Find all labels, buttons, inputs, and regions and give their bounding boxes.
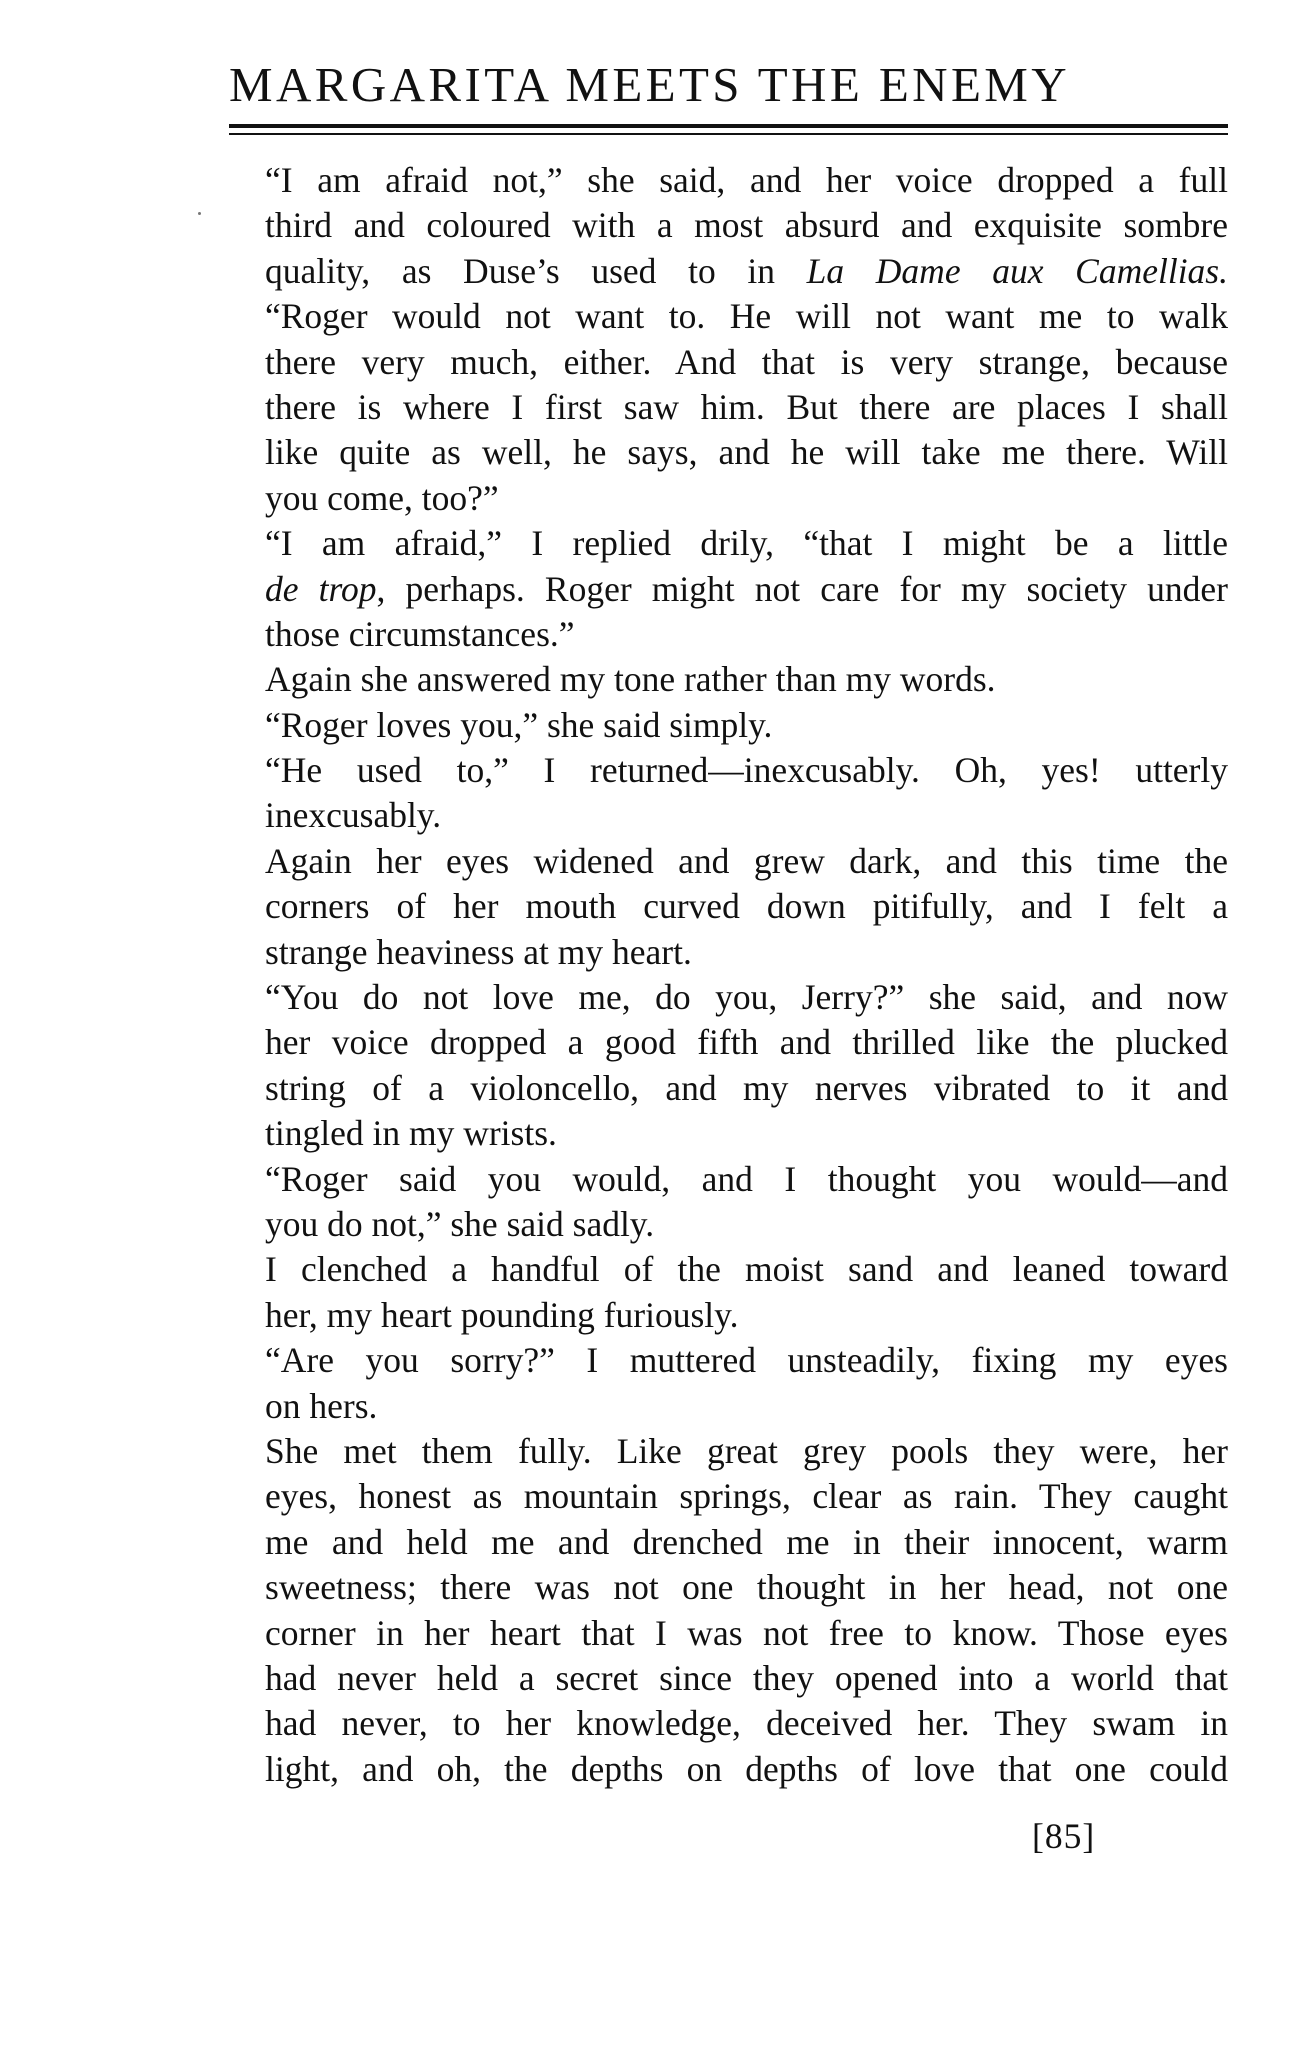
text-line: “I am afraid not,” she said, and her voice dropped a full	[265, 160, 1228, 200]
text-line: her voice dropped a good fifth and thrilled like the plucked	[265, 1022, 1228, 1063]
italic-phrase: de trop	[265, 568, 377, 609]
text-line: corners of her mouth curved down pitifully, and I felt a	[265, 886, 1228, 927]
text-line: Again her eyes widened and grew dark, and this time the	[265, 840, 1228, 881]
text-line: third and coloured with a most absurd and exquisite sombre	[265, 205, 1228, 246]
page-number: [85]	[1032, 1816, 1096, 1856]
text-line: corner in her heart that I was not free to know. Those eyes	[265, 1612, 1228, 1653]
text-line: like quite as well, he says, and he will take me there. Will	[265, 432, 1228, 473]
text-line: I clenched a handful of the moist sand and leaned toward	[265, 1249, 1228, 1290]
paragraph	[229, 657, 1228, 702]
text-line: eyes, honest as mountain springs, clear as rain. They caught	[265, 1476, 1228, 1517]
text-line: strange heaviness at my heart.	[265, 931, 692, 972]
paragraph	[229, 158, 1228, 521]
text-line: her, my heart pounding furiously.	[265, 1294, 739, 1335]
paragraph	[229, 1157, 1228, 1248]
text-line: quality, as Duse’s used to in La Dame aux Camellias.	[265, 250, 1229, 291]
text-line: She met them fully. Like great grey pools they were, her	[265, 1430, 1228, 1471]
text-line: “He used to,” I returned—inexcusably. Oh, yes! utterly	[265, 750, 1228, 791]
print-speck	[198, 212, 201, 215]
text-line: inexcusably.	[265, 795, 442, 836]
paragraph	[229, 1429, 1228, 1792]
text-line: “Roger would not want to. He will not want me to walk	[265, 296, 1228, 337]
text-line: de trop, perhaps. Roger might not care for my society under	[265, 568, 1228, 609]
text-line: there very much, either. And that is very strange, because	[265, 341, 1228, 382]
paragraph	[229, 975, 1228, 1157]
paragraph	[229, 748, 1228, 839]
text-line: had never, to her knowledge, deceived her. They swam in	[265, 1703, 1228, 1744]
text-line: sweetness; there was not one thought in her head, not one	[265, 1567, 1228, 1608]
paragraph	[229, 1338, 1228, 1429]
text-line: those circumstances.”	[265, 613, 575, 654]
paragraph	[229, 521, 1228, 657]
paragraph	[229, 1247, 1228, 1338]
text-line: me and held me and drenched me in their innocent, warm	[265, 1521, 1228, 1562]
text-line: “Roger loves you,” she said simply.	[265, 704, 773, 745]
body-text	[229, 158, 1228, 1792]
text-line: tingled in my wrists.	[265, 1113, 557, 1154]
text-line: Again she answered my tone rather than my words.	[265, 659, 996, 700]
text-line: there is where I first saw him. But there are places I shall	[265, 386, 1228, 427]
header-rule-thin	[229, 133, 1228, 135]
header-rule-thick	[229, 124, 1228, 128]
text-line: “Roger said you would, and I thought you would—and	[265, 1158, 1228, 1199]
paragraph	[229, 703, 1228, 748]
running-head: MARGARITA MEETS THE ENEMY	[229, 57, 1071, 112]
text-line: “Are you sorry?” I muttered unsteadily, fixing my eyes	[265, 1340, 1228, 1381]
text-line: you do not,” she said sadly.	[265, 1203, 655, 1244]
text-line: had never held a secret since they opened into a world that	[265, 1657, 1228, 1698]
text-line: “I am afraid,” I replied drily, “that I might be a little	[265, 523, 1228, 564]
text-line: you come, too?”	[265, 477, 499, 518]
paragraph	[229, 839, 1228, 975]
text-line: string of a violoncello, and my nerves vibrated to it and	[265, 1067, 1228, 1108]
text-line: light, and oh, the depths on depths of love that one could	[265, 1748, 1228, 1789]
text-line: “You do not love me, do you, Jerry?” she said, and now	[265, 977, 1228, 1018]
italic-title: La Dame aux Camellias.	[806, 250, 1229, 291]
text-line: on hers.	[265, 1385, 378, 1426]
